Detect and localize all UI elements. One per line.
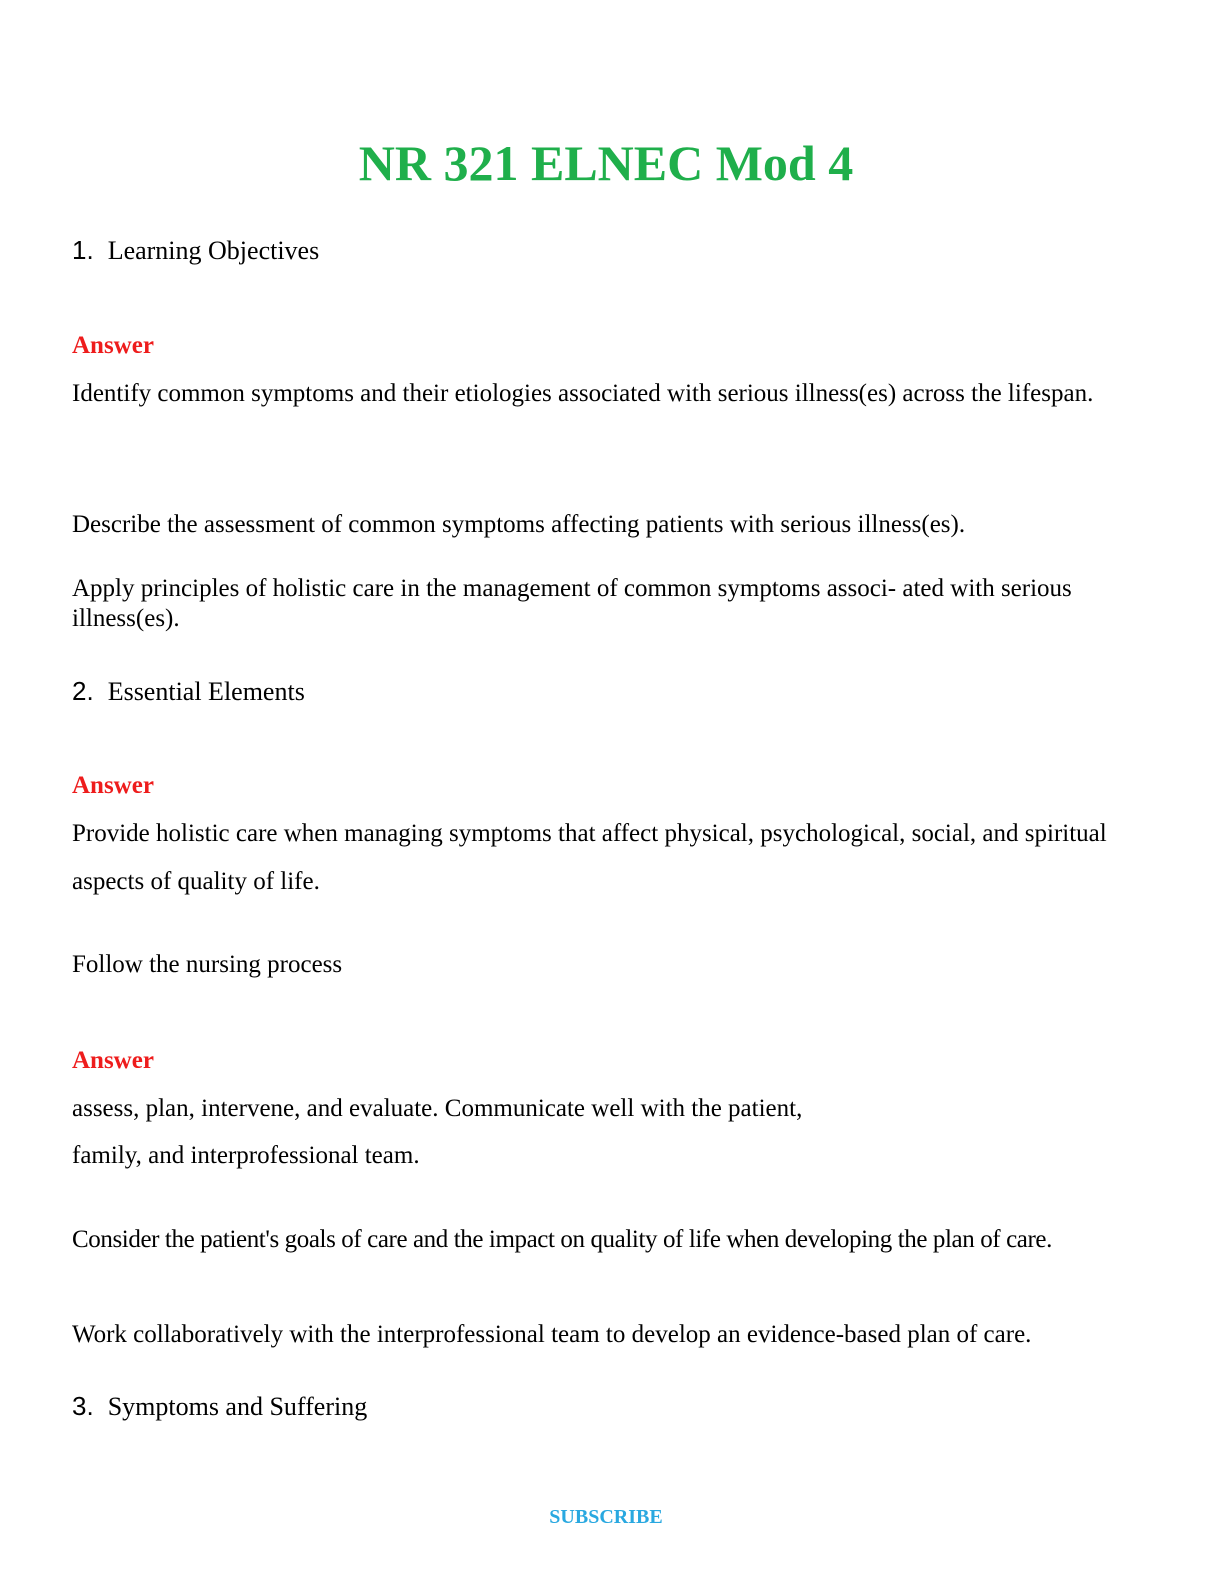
answer-1-text: Identify common symptoms and their etiologies associated with serious illness(es) across the lifespan. (72, 380, 1094, 407)
answer-label-1: Answer (72, 332, 154, 359)
question-3-number: 3. (72, 1391, 94, 1421)
question-1-text: Learning Objectives (107, 236, 320, 265)
question-2 (72, 675, 305, 708)
paragraph-nursing-process: Follow the nursing process (72, 951, 343, 978)
paragraph-assessment: Describe the assessment of common symptoms affecting patients with serious illness(es). (72, 511, 966, 538)
page-title: NR 321 ELNEC Mod 4 (358, 135, 854, 191)
question-1-number: 1. (72, 235, 94, 265)
answer-label-2: Answer (72, 772, 154, 799)
paragraph-goals-of-care: Consider the patient's goals of care and the impact on quality of life when developing the plan of care. (72, 1226, 1052, 1253)
question-2-text: Essential Elements (107, 677, 305, 706)
answer-3-line-1: assess, plan, intervene, and evaluate. Communicate well with the patient, (72, 1095, 803, 1122)
answer-label-3: Answer (72, 1047, 154, 1074)
answer-2-text: Provide holistic care when managing symptoms that affect physical, psychological, social, and spiritual aspects of quality of life. (72, 820, 1107, 895)
paragraph-collaboration: Work collaboratively with the interprofessional team to develop an evidence-based plan of care. (72, 1321, 1032, 1348)
question-2-number: 2. (72, 676, 94, 706)
question-3 (72, 1390, 367, 1423)
question-3-text: Symptoms and Suffering (107, 1392, 368, 1421)
subscribe-link[interactable]: SUBSCRIBE (549, 1506, 663, 1528)
question-1 (72, 234, 319, 267)
answer-3-line-2: family, and interprofessional team. (72, 1142, 420, 1169)
paragraph-holistic-principles: Apply principles of holistic care in the management of common symptoms associ- ated with serious illness(es). (72, 575, 1072, 632)
